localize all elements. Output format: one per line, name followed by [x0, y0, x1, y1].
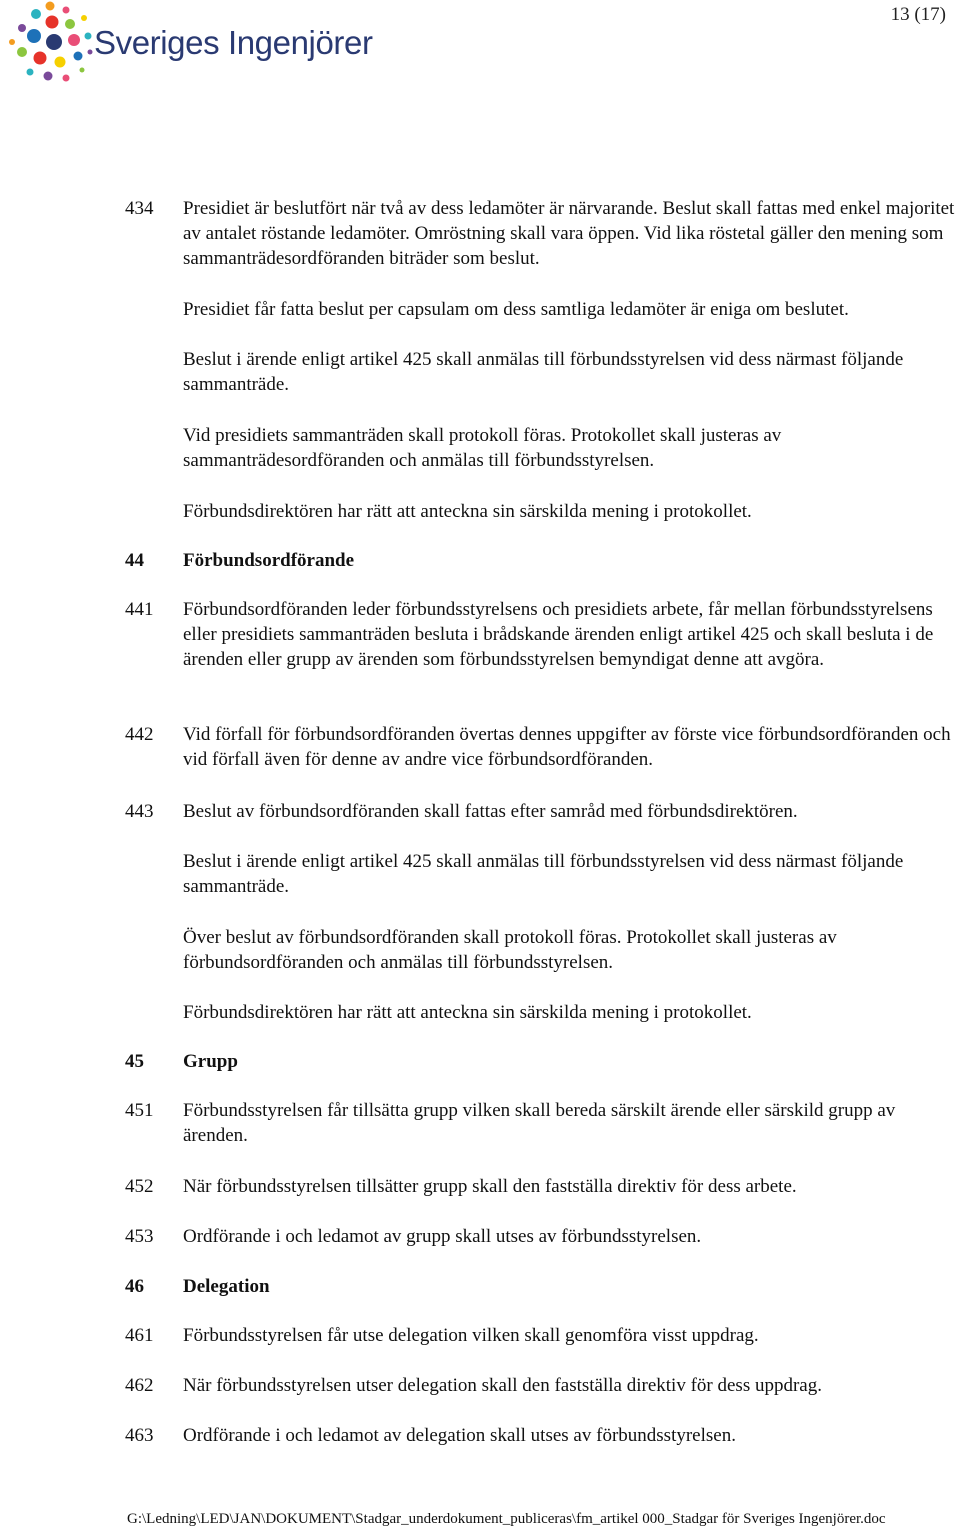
- section-text: Vid förfall för förbundsordföranden övertas dennes uppgifter av förste vice förbundsordföranden och vid förfall även för denne av andre vice förbundsordföranden.: [183, 724, 951, 771]
- section-text: Beslut i ärende enligt artikel 425 skall anmälas till förbundsstyrelsen vid dess närmast följande sammanträde.: [183, 851, 904, 898]
- section-number: 461: [125, 1325, 154, 1346]
- section-text: Över beslut av förbundsordföranden skall protokoll föras. Protokollet skall justeras av förbundsordföranden och anmälas till förbundsstyrelsen.: [183, 927, 837, 974]
- heading-number: 45: [125, 1051, 144, 1072]
- section-number: 453: [125, 1226, 154, 1247]
- heading-title: Delegation: [183, 1276, 270, 1297]
- heading-title: Förbundsordförande: [183, 550, 355, 571]
- section-number: 463: [125, 1425, 154, 1446]
- section-text: Presidiet får fatta beslut per capsulam om dess samtliga ledamöter är eniga om beslutet.: [183, 299, 849, 320]
- section-number: 452: [125, 1176, 154, 1197]
- section-text: Förbundsdirektören har rätt att anteckna sin särskilda mening i protokollet.: [183, 1002, 752, 1023]
- logo-text: Sveriges Ingenjörer: [94, 24, 373, 61]
- section-text: Vid presidiets sammanträden skall protokoll föras. Protokollet skall justeras av sammanträdesordföranden och anmälas till förbundsstyrelsen.: [183, 425, 782, 472]
- section-number: 451: [125, 1100, 154, 1121]
- section-number: 434: [125, 198, 154, 219]
- section-number: 462: [125, 1375, 154, 1396]
- section-text: Förbundsdirektören har rätt att anteckna sin särskilda mening i protokollet.: [183, 501, 752, 522]
- page-number: 13 (17): [890, 4, 946, 25]
- section-text: Presidiet är beslutfört när två av dess ledamöter är närvarande. Beslut skall fattas med enkel majoritet av antalet röstande ledamöter. Omröstning skall vara öppen. Vid lika röstetal gäller den mening som sammanträdesordföranden biträder som beslut.: [183, 198, 955, 270]
- section-number: 441: [125, 599, 154, 620]
- section-text: Förbundsstyrelsen får tillsätta grupp vilken skall bereda särskilt ärende eller särskild grupp av ärenden.: [183, 1100, 896, 1147]
- footer-file-path: G:\Ledning\LED\JAN\DOKUMENT\Stadgar_underdokument_publiceras\fm_artikel 000_Stadgar för Sveriges Ingenjörer.doc: [127, 1511, 886, 1527]
- section-text: När förbundsstyrelsen tillsätter grupp skall den fastställa direktiv för dess arbete.: [183, 1176, 797, 1197]
- heading-number: 44: [125, 550, 144, 571]
- section-text: Beslut av förbundsordföranden skall fattas efter samråd med förbundsdirektören.: [183, 801, 798, 822]
- section-text: Beslut i ärende enligt artikel 425 skall anmälas till förbundsstyrelsen vid dess närmast följande sammanträde.: [183, 349, 904, 396]
- section-text: Ordförande i och ledamot av delegation skall utses av förbundsstyrelsen.: [183, 1425, 736, 1446]
- section-text: Förbundsordföranden leder förbundsstyrelsens och presidiets arbete, får mellan förbundsstyrelsens eller presidiets sammanträden besluta i brådskande ärenden enligt artikel 425 och skall besluta i de ärenden eller grupp av ärenden som förbundsstyrelsen bemyndigat denne att avgöra.: [183, 599, 934, 671]
- heading-number: 46: [125, 1276, 144, 1297]
- section-text: Ordförande i och ledamot av grupp skall utses av förbundsstyrelsen.: [183, 1226, 702, 1247]
- section-text: När förbundsstyrelsen utser delegation skall den fastställa direktiv för dess uppdrag.: [183, 1375, 822, 1396]
- heading-title: Grupp: [183, 1051, 238, 1072]
- section-text: Förbundsstyrelsen får utse delegation vilken skall genomföra visst uppdrag.: [183, 1325, 759, 1346]
- section-number: 443: [125, 801, 154, 822]
- section-number: 442: [125, 724, 154, 745]
